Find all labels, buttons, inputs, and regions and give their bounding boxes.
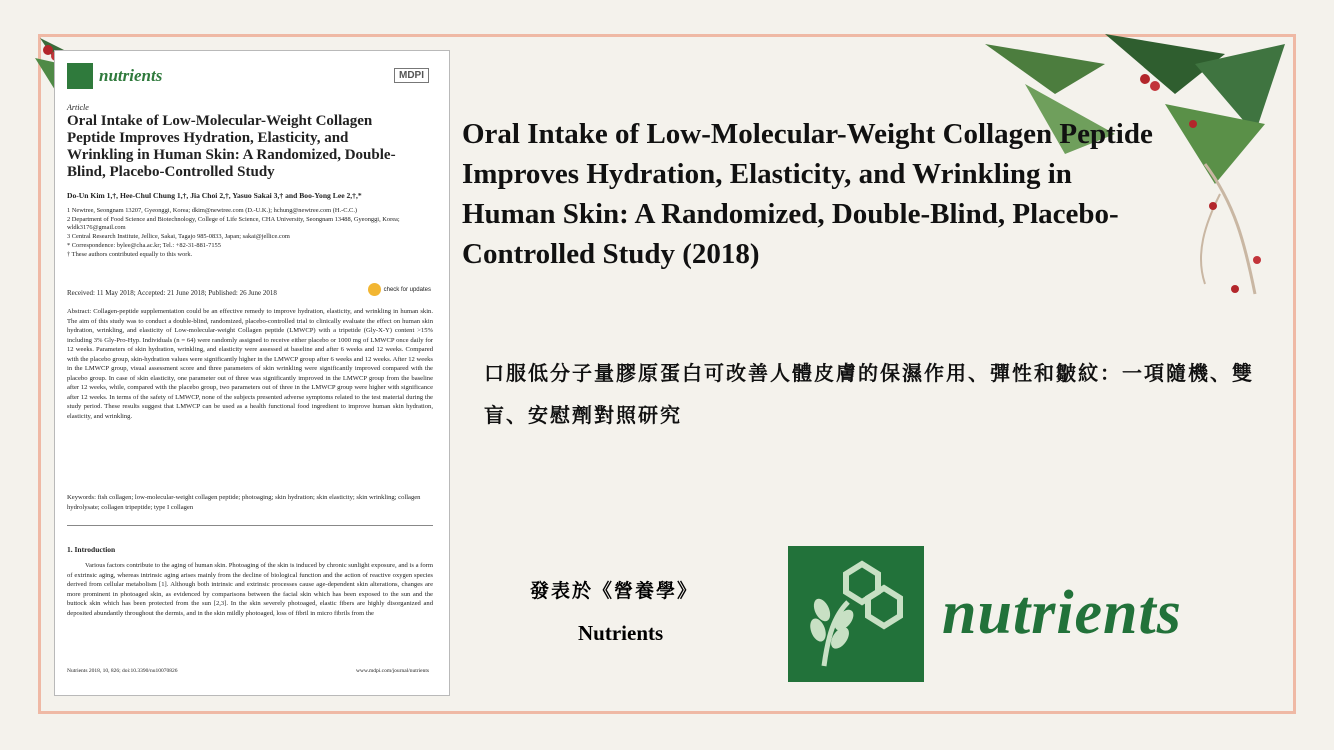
- paper-abstract: Abstract: Collagen-peptide supplementation could be an effective remedy to improve hydration, elasticity, and wrinkling in human skin. The aim of this study was to conduct a double-blind, randomized, placebo-controlled trial to clinically evaluate the effect on human skin hydration, wrinkling, and elasticity of Low-molecular-weight Collagen peptide (LMWCP) with a tripetide (Gly-X-Y) content >15% including 3% Gly-Pro-Hyp. Individuals (n = 64) were randomly assigned to receive either placebo or 1000 mg of LMWCP once daily for 12 weeks. Parameters of skin hydration, wrinkling, and elasticity were assessed at baseline and after 6 weeks and 12 weeks. Compared with the placebo group, skin-hydration values were significantly higher in the LMWCP group after 6 weeks and 12 weeks. After 12 weeks in the LMWCP group, visual assessment score and three parameters of skin wrinkling were significantly improved compared with the placebo group. In case of skin elasticity, one parameter out of three was significantly improved in the LMWCP group from the baseline after 12 weeks, while, compared with the placebo group, two parameters out of three in the LMWCP group were higher with significance after 12 weeks. In terms of the safety of LMWCP, none of the subjects presented adverse symptoms related to the test material during the study period. These results suggest that LMWCP can be used as a health functional food ingredient to improve human skin hydration, elasticity, and wrinkling.: [67, 308, 433, 420]
- check-for-updates-badge: [368, 283, 431, 296]
- nutrients-logo-icon: [67, 63, 93, 89]
- paper-affiliation: 3 Central Research Institute, Jellice, Sakai, Tagajo 985-0833, Japan; sakai@jellice.com: [67, 233, 290, 240]
- check-label: check for updates: [383, 286, 431, 293]
- mdpi-logo: MDPI: [394, 68, 429, 83]
- paper-article-type: Article: [67, 103, 89, 112]
- paper-title: Oral Intake of Low-Molecular-Weight Collagen Peptide Improves Hydration, Elasticity, and Wrinkling in Human Skin: A Randomized, Double-Blind, Placebo-Controlled Study: [67, 113, 396, 180]
- paper-keywords: Keywords: fish collagen; low-molecular-weight collagen peptide; photoaging; skin hydration; skin elasticity; skin wrinkling; collagen hydrolysate; collagen tripeptide; type I collagen: [67, 494, 421, 511]
- paper-authors: Do-Un Kim 1,†, Hee-Chul Chung 1,†, Jia Choi 2,†, Yasuo Sakai 3,† and Boo-Yong Lee 2,†,*: [67, 191, 362, 200]
- paper-preview: [54, 50, 450, 696]
- check-icon: [368, 283, 381, 296]
- published-in-english: Nutrients: [578, 621, 664, 645]
- chinese-title: 口服低分子量膠原蛋白可改善人體皮膚的保濕作用、彈性和皺紋：一項隨機、雙盲、安慰劑對照研究: [484, 361, 1254, 427]
- english-title: Oral Intake of Low-Molecular-Weight Collagen Peptide Improves Hydration, Elasticity, and Wrinkling in Human Skin: A Randomized, Double-Blind, Placebo-Controlled Study (2018): [462, 118, 1153, 270]
- paper-journal-brand: [67, 63, 162, 89]
- published-in-chinese: 發表於《營養學》: [530, 580, 699, 602]
- paper-intro-text: Various factors contribute to the aging of human skin. Photoaging of the skin is induced by chronic sunlight exposure, and is a form of extrinsic aging, whereas intrinsic aging arises mainly from the decline of biological function and the action of reactive oxygen species derived from cellular metabolism [1]. Although both intrinsic and extrinsic processes cause age-dependent skin alterations, changes are more prominent in photoaged skin, as evidenced by comparisons between the facial skin which has been exposed to the sun and the buttock skin which has been protected from the sun [2,3]. In the skin severely photoaged, elastic fibers are highly disorganized and deposited abundantly throughout the dermis, and in the skin mildly photoaged, loss of fibril in micro fibrils from the: [67, 562, 433, 617]
- nutrients-logo-icon-large: [788, 546, 924, 682]
- paper-journal-name: nutrients: [99, 66, 163, 85]
- paper-affiliation: 2 Department of Food Science and Biotechnology, College of Life Science, CHA University, Seongnam 13488, Gyeonggi, Korea; wldk3176@gmail.com: [67, 216, 400, 231]
- paper-intro-heading: 1. Introduction: [67, 545, 116, 554]
- paper-dates: Received: 11 May 2018; Accepted: 21 June 2018; Published: 26 June 2018: [67, 289, 277, 297]
- paper-footer-url: www.mdpi.com/journal/nutrients: [356, 668, 429, 674]
- divider: [67, 525, 433, 526]
- nutrients-logo-text: nutrients: [942, 579, 1182, 647]
- paper-affiliation: 1 Newtree, Seongnam 13207, Gyeonggi, Korea; dkim@newtree.com (D.-U.K.); hchung@newtree.com (H.-C.C.): [67, 207, 358, 214]
- paper-affiliation: * Correspondence: bylee@cha.ac.kr; Tel.: +82-31-881-7155: [67, 242, 221, 249]
- paper-affiliation: † These authors contributed equally to this work.: [67, 251, 193, 258]
- paper-affiliations: [67, 207, 432, 260]
- paper-footer-citation: Nutrients 2018, 10, 826; doi:10.3390/nu10070826: [67, 668, 178, 674]
